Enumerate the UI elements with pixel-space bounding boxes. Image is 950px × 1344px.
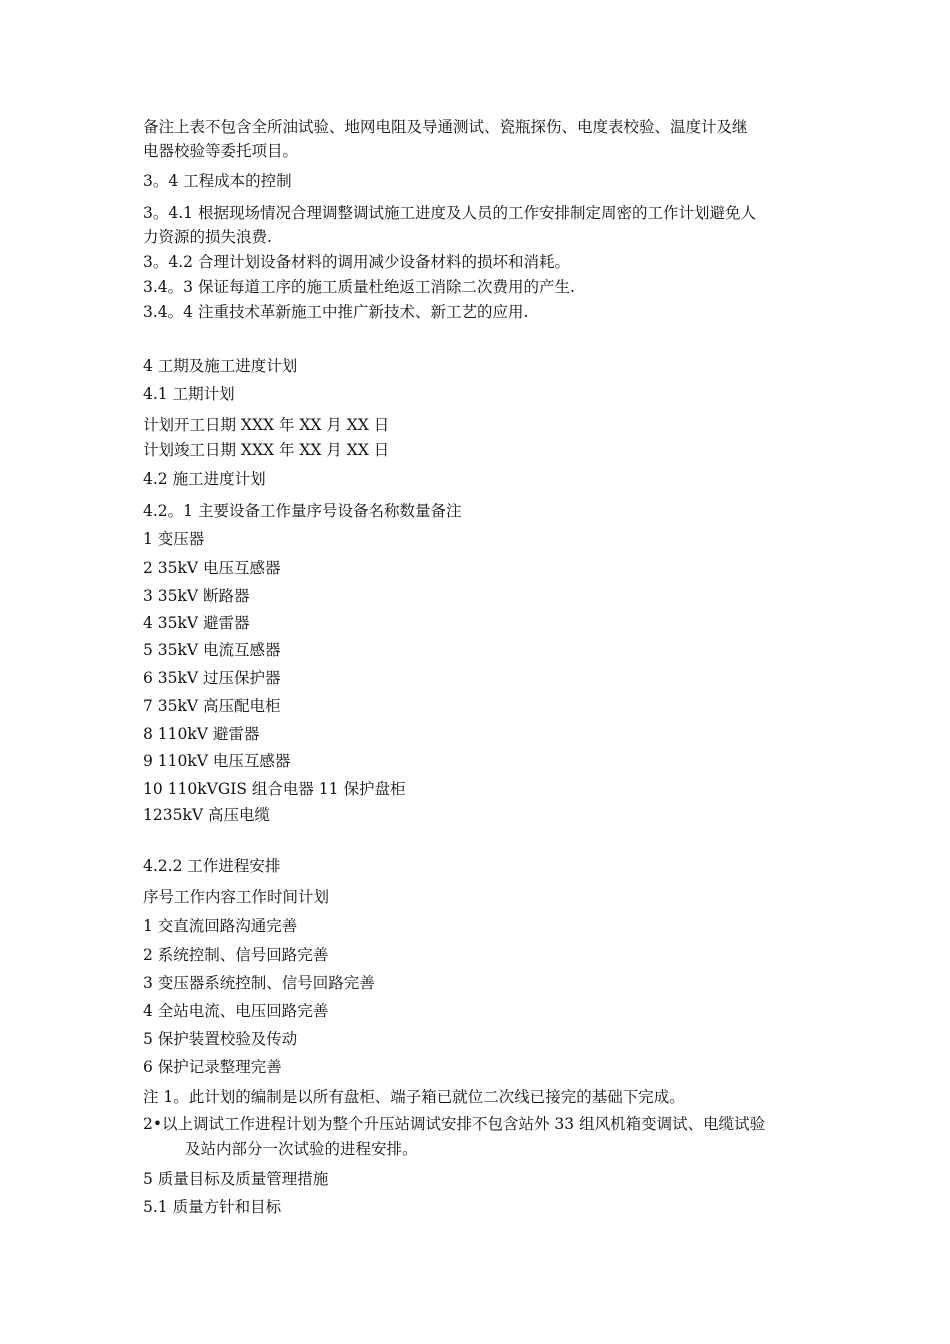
paragraph-line: 计划竣工日期 XXX 年 XX 月 XX 日 bbox=[143, 441, 390, 459]
note-line: 及站内部分一次试验的进程安排。 bbox=[185, 1140, 418, 1158]
list-item: 5 35kV 电流互感器 bbox=[143, 641, 281, 659]
list-item: 9 110kV 电压互感器 bbox=[143, 752, 291, 770]
note-line: 注 1。此计划的编制是以所有盘柜、端子箱已就位二次线已接完的基础下完成。 bbox=[143, 1088, 685, 1106]
list-item: 1 变压器 bbox=[143, 530, 205, 548]
list-item: 10 110kVGIS 组合电器 11 保护盘柜 bbox=[143, 780, 406, 798]
list-item: 1235kV 高压电缆 bbox=[143, 806, 270, 824]
paragraph-line: 备注上表不包含全所油试验、地网电阻及导通测试、瓷瓶探伤、电度表校验、温度计及继 bbox=[143, 118, 748, 136]
list-item: 3 35kV 断路器 bbox=[143, 587, 250, 605]
list-item: 2 35kV 电压互感器 bbox=[143, 559, 281, 577]
section-heading: 3。4 工程成本的控制 bbox=[143, 172, 292, 190]
list-item: 5 保护装置校验及传动 bbox=[143, 1030, 298, 1048]
list-item: 4 全站电流、电压回路完善 bbox=[143, 1002, 329, 1020]
section-heading: 4.2 施工进度计划 bbox=[143, 470, 266, 488]
list-item: 4 35kV 避雷器 bbox=[143, 614, 250, 632]
list-item: 2 系统控制、信号回路完善 bbox=[143, 946, 329, 964]
section-heading: 4 工期及施工进度计划 bbox=[143, 357, 298, 375]
paragraph-line: 3。4.1 根据现场情况合理调整调试施工进度及人员的工作安排制定周密的工作计划避免人 bbox=[143, 204, 756, 222]
section-heading: 4.2.2 工作进程安排 bbox=[143, 857, 281, 875]
section-heading: 4.1 工期计划 bbox=[143, 385, 235, 403]
table-header-line: 序号工作内容工作时间计划 bbox=[143, 888, 330, 906]
list-item: 8 110kV 避雷器 bbox=[143, 725, 260, 743]
list-item: 7 35kV 高压配电柜 bbox=[143, 697, 281, 715]
list-item: 1 交直流回路沟通完善 bbox=[143, 917, 298, 935]
table-header-line: 4.2。1 主要设备工作量序号设备名称数量备注 bbox=[143, 502, 462, 520]
paragraph-line: 3.4。3 保证每道工序的施工质量杜绝返工消除二次费用的产生. bbox=[143, 278, 575, 296]
paragraph-line: 力资源的损失浪费. bbox=[143, 228, 272, 246]
paragraph-line: 3.4。4 注重技术革新施工中推广新技术、新工艺的应用. bbox=[143, 303, 529, 321]
paragraph-line: 计划开工日期 XXX 年 XX 月 XX 日 bbox=[143, 416, 390, 434]
list-item: 3 变压器系统控制、信号回路完善 bbox=[143, 974, 375, 992]
paragraph-line: 电器校验等委托项目。 bbox=[143, 142, 299, 160]
paragraph-line: 3。4.2 合理计划设备材料的调用减少设备材料的损坏和消耗。 bbox=[143, 253, 570, 271]
section-heading: 5 质量目标及质量管理措施 bbox=[143, 1170, 329, 1188]
list-item: 6 保护记录整理完善 bbox=[143, 1058, 282, 1076]
section-heading: 5.1 质量方针和目标 bbox=[143, 1198, 282, 1216]
note-line: 2•以上调试工作进程计划为整个升压站调试安排不包含站外 33 组风机箱变调试、电缆试验 bbox=[143, 1115, 766, 1133]
list-item: 6 35kV 过压保护器 bbox=[143, 669, 281, 687]
